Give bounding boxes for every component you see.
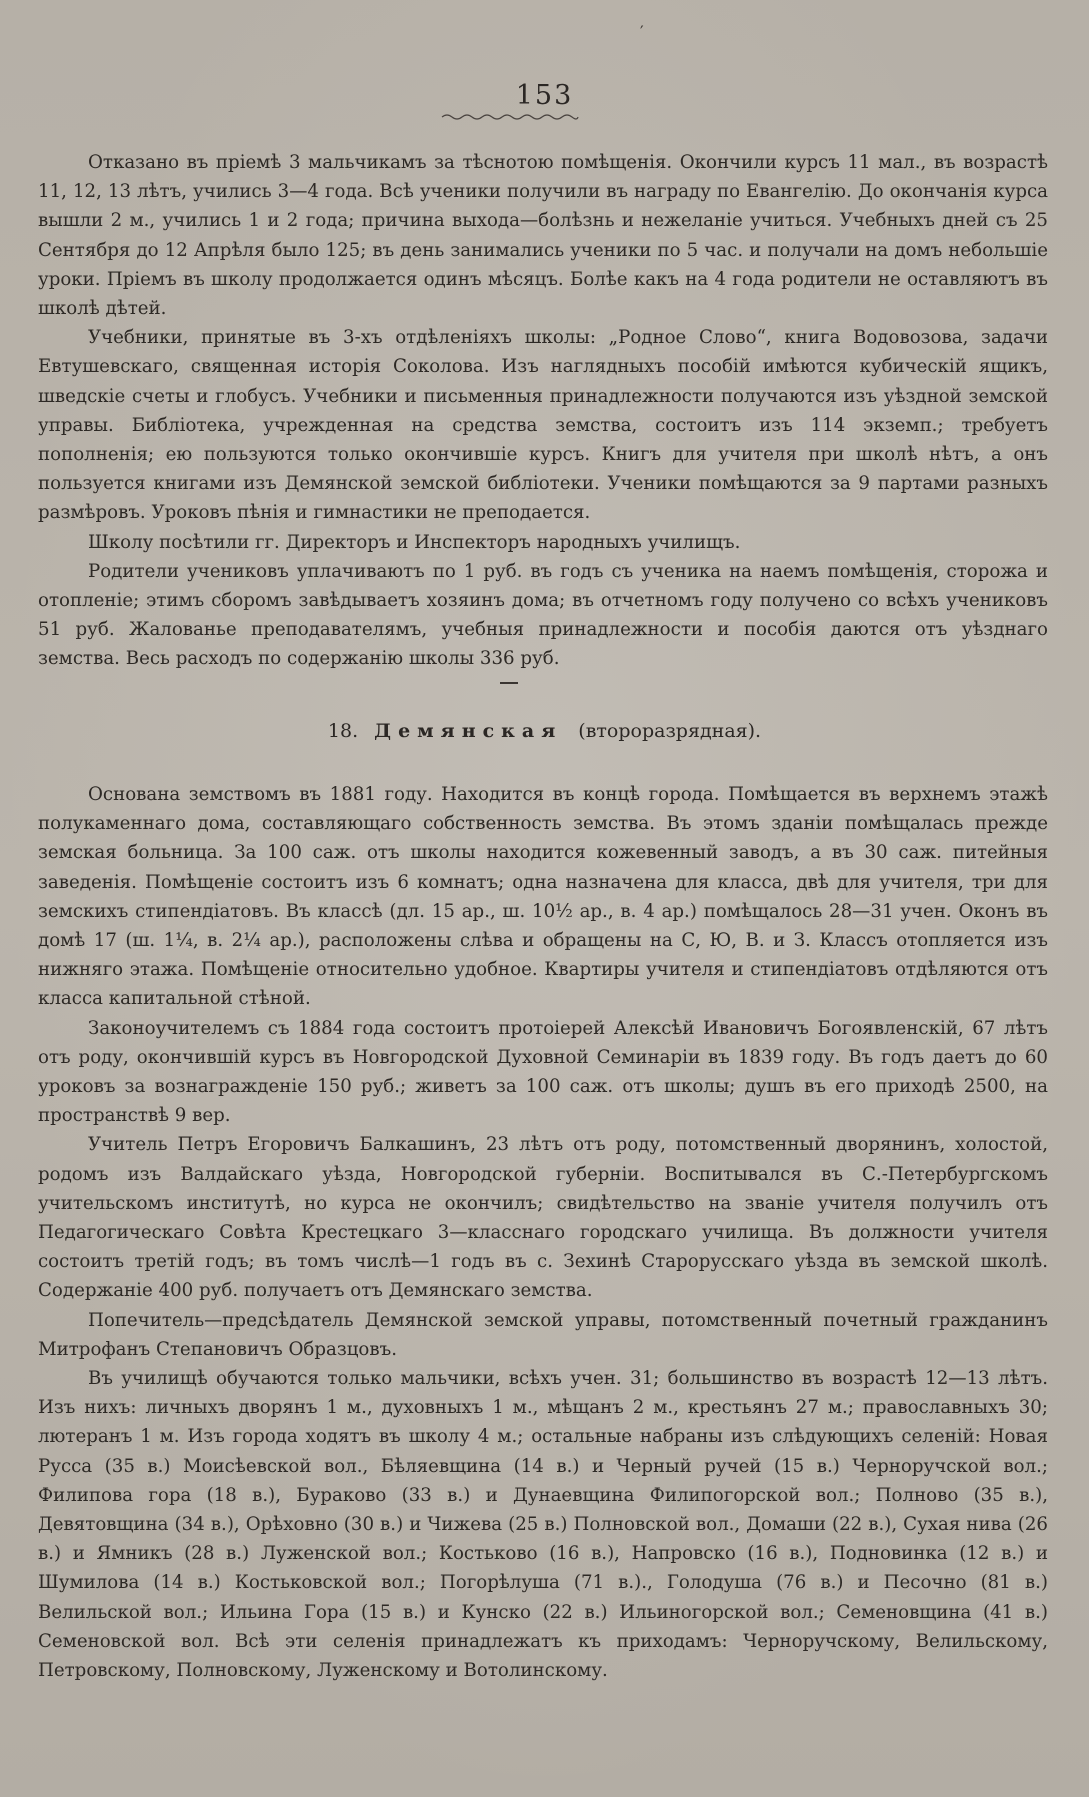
section-title: Демянская xyxy=(374,720,563,742)
paragraph: Учебники, принятые въ 3-хъ отдѣленіяхъ школы: „Родное Слово“, книга Водовозова, задачи Евтушевскаго, священная исторія Соколова. Изъ наглядныхъ пособій имѣются кубическій ящикъ, шведскіе счеты и глобусъ. Учебники и письменныя принадлежности получаются изъ уѣздной земской управы. Библіотека, учрежденная на средства земства, состоитъ изъ 114 экземп.; требуетъ пополненія; ею пользуются только окончившіе курсъ. Книгъ для учителя при школѣ нѣтъ, а онъ пользуется книгами изъ Демянской земской библіотеки. Ученики помѣщаются за 9 партами разныхъ размѣровъ. Уроковъ пѣнія и гимнастики не преподается. xyxy=(38,327,1048,524)
page-number-ornament xyxy=(440,112,580,122)
school-17-continuation xyxy=(38,148,1048,674)
paragraph: Основана земствомъ въ 1881 году. Находится въ концѣ города. Помѣщается въ верхнемъ этажѣ полукаменнаго дома, составляющаго собственность земства. Въ этомъ зданіи помѣщалась прежде земская больница. За 100 саж. отъ школы находится кожевенный заводъ, а въ 30 саж. питейныя заведенія. Помѣщеніе состоитъ изъ 6 комнатъ; одна назначена для класса, двѣ для учителя, три для земскихъ стипендіатовъ. Въ классѣ (дл. 15 ар., ш. 10½ ар., в. 4 ар.) помѣщалось 28—31 учен. Оконъ въ домѣ 17 (ш. 1¼, в. 2¼ ар.), расположены слѣва и обращены на С, Ю, В. и З. Классъ отопляется изъ нижняго этажа. Помѣщеніе относительно удобное. Квартиры учителя и стипендіатовъ отдѣляются отъ класса капитальной стѣной. xyxy=(38,784,1048,1010)
page-number: 153 xyxy=(515,80,574,111)
section-heading xyxy=(0,720,1089,742)
section-number: 18. xyxy=(327,720,359,742)
paragraph: Родители учениковъ уплачиваютъ по 1 руб. въ годъ съ ученика на наемъ помѣщенія, сторожа и отопленіе; этимъ сборомъ завѣдываетъ хозяинъ дома; въ отчетномъ году получено со всѣхъ учениковъ 51 руб. Жалованье преподавателямъ, учебныя принадлежности и пособія даются отъ уѣзднаго земства. Весь расходъ по содержанію школы 336 руб. xyxy=(38,560,1048,670)
paragraph: Въ училищѣ обучаются только мальчики, всѣхъ учен. 31; большинство въ возрастѣ 12—13 лѣтъ. Изъ нихъ: личныхъ дворянъ 1 м., духовныхъ 1 м., мѣщанъ 2 м., крестьянъ 27 м.; православныхъ 30; лютеранъ 1 м. Изъ города ходятъ въ школу 4 м.; остальные набраны изъ слѣдующихъ селеній: Новая Русса (35 в.) Моисѣевской вол., Бѣляевщина (14 в.) и Черный ручей (15 в.) Черноручской вол.; Филипова гора (18 в.), Бураково (33 в.) и Дунаевщина Филипогорской вол.; Полново (35 в.), Девятовщина (34 в.), Орѣховно (30 в.) и Чижева (25 в.) Полновской вол., Домаши (22 в.), Сухая нива (26 в.) и Ямникъ (28 в.) Луженской вол.; Костьково (16 в.), Напровско (16 в.), Подновинка (12 в.) и Шумилова (14 в.) Костьковской вол.; Погорѣлуша (71 в.)., Голодуша (76 в.) и Песочно (81 в.) Велильской вол.; Ильина Гора (15 в.) и Кунско (22 в.) Ильиногорской вол.; Семеновщина (41 в.) Семеновской вол. Всѣ эти селенія принадлежатъ къ приходамъ: Черноручскому, Велильскому, Петровскому, Полновскому, Луженскому и Вотолинскому. xyxy=(38,1368,1048,1682)
section-category: (второразрядная). xyxy=(578,720,762,742)
paragraph: Законоучителемъ съ 1884 года состоитъ протоіерей Алексѣй Ивановичъ Богоявленскій, 67 лѣтъ отъ роду, окончившій курсъ въ Новгородской Духовной Семинаріи въ 1839 году. Въ годъ даетъ до 60 уроковъ за вознагражденіе 150 руб.; живетъ за 100 саж. отъ школы; душъ въ его приходѣ 2500, на пространствѣ 9 вер. xyxy=(38,1017,1048,1127)
section-divider xyxy=(500,682,518,684)
paragraph: Отказано въ пріемѣ 3 мальчикамъ за тѣснотою помѣщенія. Окончили курсъ 11 мал., въ возрастѣ 11, 12, 13 лѣтъ, учились 3—4 года. Всѣ ученики получили въ награду по Евангелію. До окончанія курса вышли 2 м., учились 1 и 2 года; причина выхода—болѣзнь и нежеланіе учиться. Учебныхъ дней съ 25 Сентября до 12 Апрѣля было 125; въ день занимались ученики по 5 час. и получали на домъ небольшіе уроки. Пріемъ въ школу продолжается одинъ мѣсяцъ. Болѣе какъ на 4 года родители не оставляютъ въ школѣ дѣтей. xyxy=(38,152,1048,320)
school-18-body xyxy=(38,780,1048,1685)
paragraph: Попечитель—предсѣдатель Демянской земской управы, потомственный почетный гражданинъ Митрофанъ Степановичъ Образцовъ. xyxy=(38,1309,1048,1360)
margin-tick-mark: ′ xyxy=(640,22,644,41)
paragraph: Учитель Петръ Егоровичъ Балкашинъ, 23 лѣтъ отъ роду, потомственный дворянинъ, холостой, родомъ изъ Валдайскаго уѣзда, Новгородской губерніи. Воспитывался въ С.-Петербургскомъ учительскомъ институтѣ, но курса не окончилъ; свидѣтельство на званіе учителя получилъ отъ Педагогическаго Совѣта Крестецкаго 3—класснаго городскаго училища. Въ должности учителя состоитъ третій годъ; въ томъ числѣ—1 годъ въ с. Зехинѣ Старорусскаго уѣзда въ земской школѣ. Содержаніе 400 руб. получаетъ отъ Демянскаго земства. xyxy=(38,1134,1048,1302)
paragraph: Школу посѣтили гг. Директоръ и Инспекторъ народныхъ училищъ. xyxy=(88,531,741,553)
